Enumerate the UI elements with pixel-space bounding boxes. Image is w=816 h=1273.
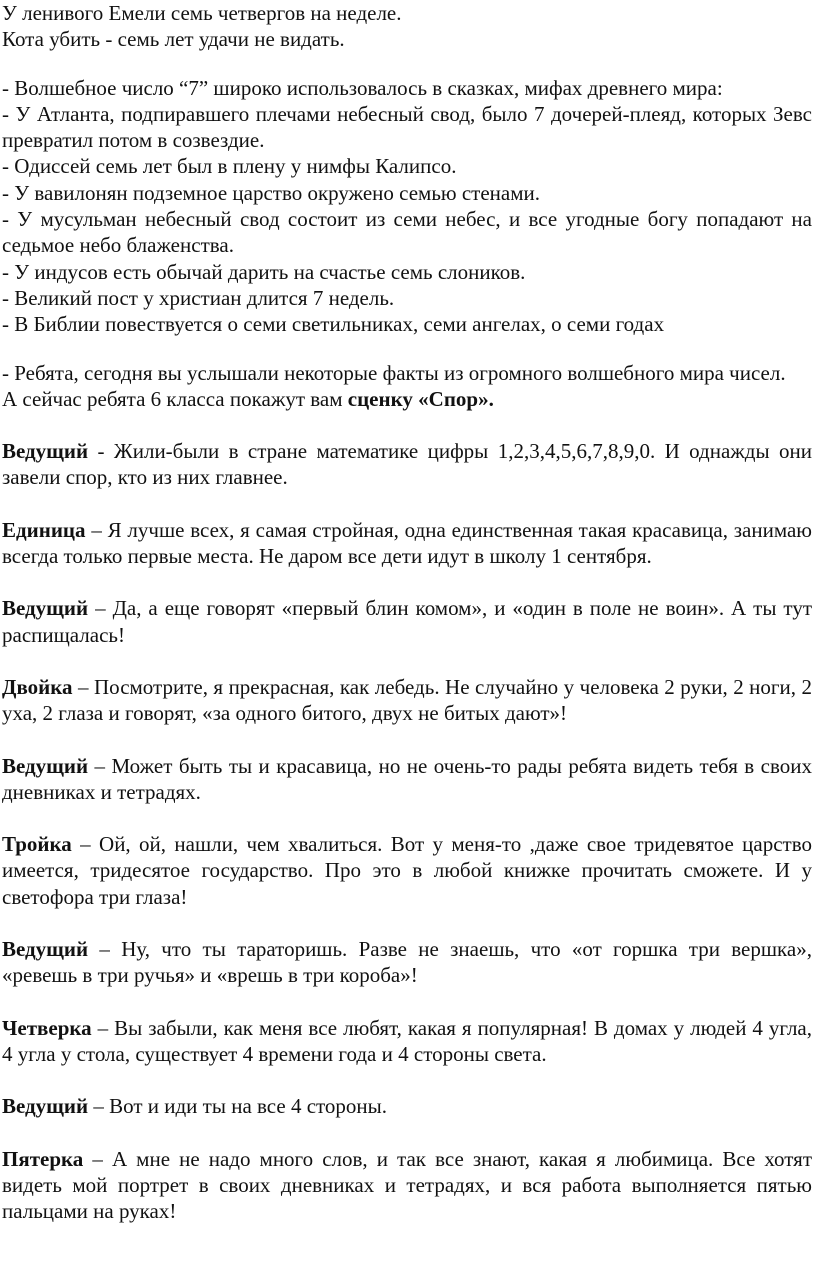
dialogue-line — [2, 1093, 812, 1119]
dialogue-text: Ну, что ты тараторишь. Разве не знаешь, что «от горшка три вершка», «ревешь в три ручья» и «врешь в три короба»! — [2, 937, 812, 988]
speaker-name: Ведущий — [2, 439, 89, 464]
intro-line-2: Кота убить - семь лет удачи не видать. — [2, 27, 345, 52]
dialogue-text: Жили-были в стране математике цифры 1,2,3,4,5,6,7,8,9,0. И однажды они завели спор, кто из них главнее. — [2, 439, 812, 490]
dialogue-text: Ой, ой, нашли, чем хвалиться. Вот у меня-то ,даже свое тридевятое царство имеется, тридесятое государство. Про это в любой книжке прочитать сможете. И у светофора три глаза! — [2, 832, 813, 909]
dialogue-line — [2, 595, 812, 648]
spacer — [2, 727, 812, 753]
intro-line-1: У ленивого Емели семь четвергов на неделе. — [2, 1, 402, 25]
spacer — [2, 910, 812, 936]
dialogue-line — [2, 438, 812, 491]
speaker-name: Двойка — [2, 674, 73, 699]
spacer — [2, 412, 812, 438]
dialogue-separator: – — [72, 674, 94, 699]
spacer — [2, 648, 812, 674]
speaker-name: Ведущий — [2, 596, 89, 621]
dialogue-separator: – — [91, 1015, 115, 1040]
fact-item: - В Библии повествуется о семи светильниках, семи ангелах, о семи годах — [2, 312, 665, 337]
dialogue-separator: – — [83, 1146, 112, 1171]
spacer — [2, 1120, 812, 1146]
fact-item: - У индусов есть обычай дарить на счастье семь слоников. — [2, 259, 526, 284]
speaker-name: Ведущий — [2, 937, 89, 962]
dialogue-line — [2, 753, 812, 806]
dialogue-separator: – — [88, 1094, 110, 1119]
dialogue-line — [2, 517, 812, 570]
spacer — [2, 569, 812, 595]
dialogue-text: Вы забыли, как меня все любят, какая я популярная! В домах у людей 4 угла, 4 угла у стола, существует 4 времени года и 4 стороны света. — [2, 1015, 812, 1066]
spacer — [2, 989, 812, 1015]
transition-text: А сейчас ребята 6 класса покажут вам — [2, 386, 348, 411]
fact-item: - У мусульман небесный свод состоит из семи небес, и все угодные богу попадают на седьмое небо блаженства. — [2, 207, 812, 258]
dialogue-separator: - — [88, 439, 114, 464]
dialogue-text: Может быть ты и красавица, но не очень-то рады ребята видеть тебя в своих дневниках и тетрадях. — [2, 753, 813, 804]
dialogue-text: Я лучше всех, я самая стройная, одна единственная такая красавица, занимаю всегда только первые места. Не даром все дети идут в школу 1 сентября. — [2, 517, 812, 569]
transition-line-1: - Ребята, сегодня вы услышали некоторые факты из огромного волшебного мира чисел. — [2, 360, 786, 385]
document-page — [2, 0, 812, 1224]
speaker-name: Тройка — [2, 832, 72, 857]
fact-item: - Великий пост у христиан длится 7 недель. — [2, 285, 395, 310]
spacer — [2, 338, 812, 360]
transition-line-2 — [2, 386, 812, 412]
dialogue-text: Да, а еще говорят «первый блин комом», и «один в поле не воин». А ты тут распищалась! — [2, 596, 813, 647]
spacer — [2, 53, 812, 75]
dialogue — [2, 438, 812, 1224]
dialogue-separator: – — [88, 753, 112, 778]
speaker-name: Пятерка — [2, 1146, 84, 1171]
dialogue-line — [2, 1015, 812, 1068]
scene-title: сценку «Спор». — [347, 386, 494, 411]
facts-lead: - Волшебное число “7” широко использовалось в сказках, мифах древнего мира: — [2, 75, 723, 100]
dialogue-line — [2, 1146, 812, 1225]
dialogue-line — [2, 936, 812, 989]
dialogue-text: Посмотрите, я прекрасная, как лебедь. Не случайно у человека 2 руки, 2 ноги, 2 уха, 2 глаза и говорят, «за одного битого, двух не битых дают»! — [2, 674, 812, 726]
fact-item: - Одиссей семь лет был в плену у нимфы Калипсо. — [2, 154, 457, 179]
dialogue-separator: – — [71, 832, 100, 857]
fact-item: - У Атланта, подпиравшего плечами небесный свод, было 7 дочерей-плеяд, которых Зевс превратил потом в созвездие. — [2, 101, 812, 153]
dialogue-separator: – — [88, 937, 122, 962]
speaker-name: Ведущий — [2, 753, 89, 778]
speaker-name: Единица — [2, 517, 86, 542]
dialogue-text: А мне не надо много слов, и так все знают, какая я любимица. Все хотят видеть мой портрет в своих дневниках и тетрадях, и вся работа выполняется пятью пальцами на руках! — [2, 1146, 813, 1224]
fact-item: - У вавилонян подземное царство окружено семью стенами. — [2, 180, 541, 205]
dialogue-line — [2, 831, 812, 910]
dialogue-separator: – — [88, 596, 113, 621]
dialogue-separator: – — [85, 517, 108, 542]
dialogue-line — [2, 674, 812, 727]
spacer — [2, 1067, 812, 1093]
dialogue-text: Вот и иди ты на все 4 стороны. — [109, 1094, 388, 1119]
spacer — [2, 805, 812, 831]
spacer — [2, 491, 812, 517]
speaker-name: Ведущий — [2, 1094, 89, 1119]
speaker-name: Четверка — [2, 1015, 92, 1040]
